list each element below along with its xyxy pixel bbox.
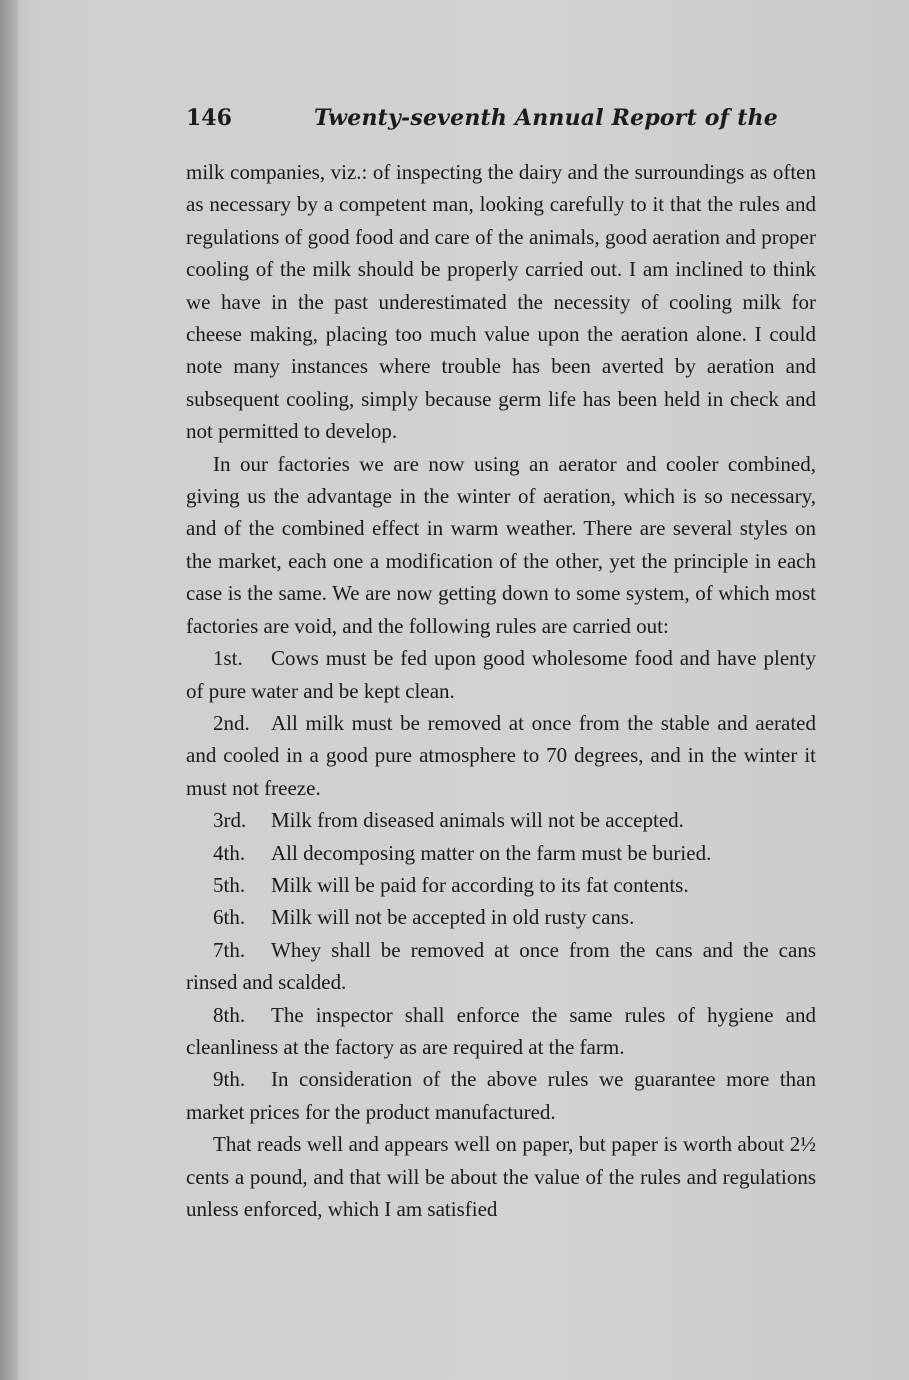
rule-item	[186, 804, 816, 836]
rule-number: 5th.	[213, 872, 246, 897]
rule-number: 1st.	[213, 646, 243, 671]
rule-number: 9th.	[213, 1067, 246, 1092]
page-header	[186, 105, 816, 141]
rule-text: In consideration of the above rules we guarantee more than market prices for the product manufactured.	[186, 1067, 816, 1124]
rule-text: Milk from diseased animals will not be accepted.	[271, 808, 684, 833]
rule-item	[186, 934, 816, 999]
rule-text: Milk will not be accepted in old rusty cans.	[271, 905, 635, 930]
paragraph-closing: That reads well and appears well on paper, but paper is worth about 2½ cents a pound, and that will be about the value of the rules and regulations unless enforced, which I am satisfied	[186, 1132, 816, 1221]
rule-text: All decomposing matter on the farm must be buried.	[271, 840, 712, 865]
rule-number: 8th.	[213, 1002, 246, 1027]
rule-item	[186, 901, 816, 933]
rule-item	[186, 837, 816, 869]
rule-item	[186, 869, 816, 901]
rule-number: 6th.	[213, 905, 246, 930]
rule-item	[186, 1063, 816, 1128]
rule-number: 3rd.	[213, 808, 247, 833]
page-number: 146	[186, 105, 232, 131]
rule-text: Whey shall be removed at once from the cans and the cans rinsed and scalded.	[186, 937, 816, 995]
rule-number: 4th.	[213, 840, 246, 865]
rule-text: The inspector shall enforce the same rules of hygiene and cleanliness at the factory as are required at the farm.	[186, 1002, 816, 1059]
body-text	[186, 156, 816, 1225]
rule-item	[186, 707, 816, 804]
rule-item	[186, 999, 816, 1064]
rule-number: 7th.	[213, 937, 246, 962]
running-title: Twenty-seventh Annual Report of the	[314, 105, 778, 131]
paragraph-continued: milk companies, viz.: of inspecting the dairy and the surroundings as often as necessary by a competent man, looking carefully to it that the rules and regulations of good food and care of the animals, good aeration and proper cooling of the milk should be properly carried out. I am inclined to think we have in the past underestimated the necessity of cooling milk for cheese making, placing too much value upon the aeration alone. I could note many instances where trouble has been averted by aeration and subsequent cooling, simply because germ life has been held in check and not permitted to develop.	[186, 160, 816, 444]
paragraph-factories: In our factories we are now using an aerator and cooler combined, giving us the advantage in the winter of aeration, which is so necessary, and of the combined effect in warm weather. There are several styles on the market, each one a modification of the other, yet the principle in each case is the same. We are now getting down to some system, of which most factories are void, and the following rules are carried out:	[186, 451, 816, 638]
binding-gutter	[0, 0, 18, 1380]
rule-text: All milk must be removed at once from the stable and aerated and cooled in a good pure atmosphere to 70 degrees, and in the winter it must not freeze.	[186, 710, 816, 800]
rule-text: Cows must be fed upon good wholesome food and have plenty of pure water and be kept clean.	[186, 646, 816, 703]
rule-number: 2nd.	[213, 710, 250, 735]
rule-text: Milk will be paid for according to its fat contents.	[271, 872, 689, 897]
rule-item	[186, 642, 816, 707]
